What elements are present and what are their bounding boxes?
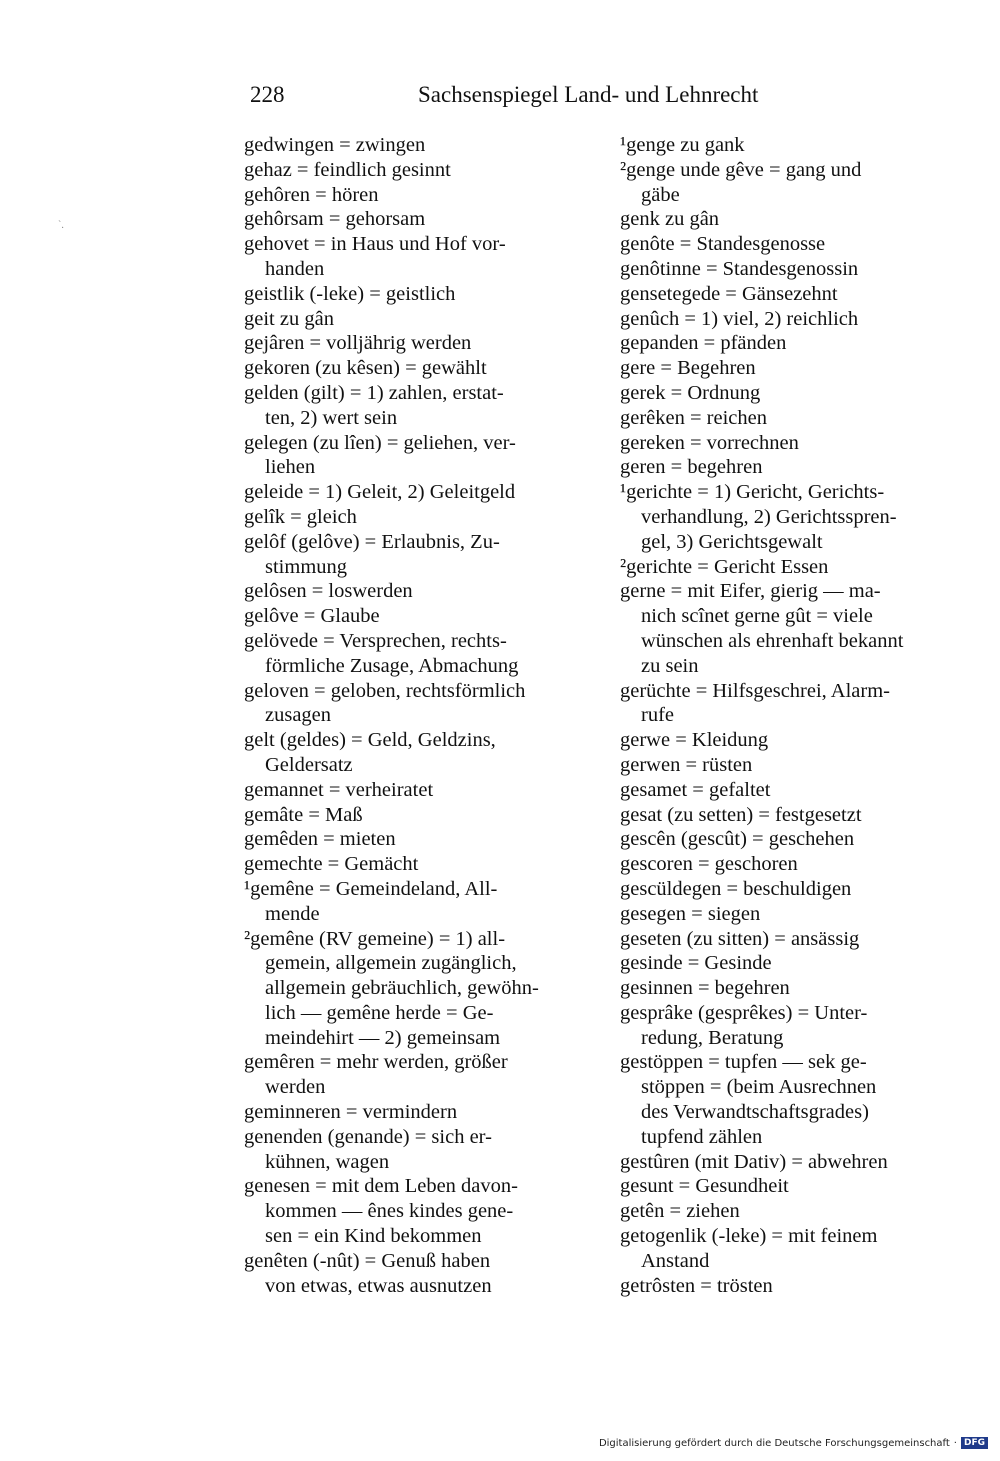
glossary-entry: gerüchte = Hilfsgeschrei, Alarm- rufe — [620, 679, 890, 727]
glossary-entry: gemêren = mehr werden, größer werden — [244, 1051, 508, 1099]
glossary-entry: gesunt = Gesundheit — [620, 1175, 789, 1198]
glossary-entry: ²gemêne (RV gemeine) = 1) all- gemein, allgemein zugänglich, allgemein gebräuchlich, gewöhn- lich — gemêne herde = Ge- meindehirt — 2) gemeinsam — [244, 927, 539, 1049]
digitization-footer: Digitalisierung gefördert durch die Deutsche Forschungsgemeinschaft · DFG — [599, 1437, 988, 1449]
glossary-entry: genûch = 1) viel, 2) reichlich — [620, 307, 859, 330]
glossary-entry: gerwen = rüsten — [620, 753, 753, 776]
footer-credit: Digitalisierung gefördert durch die Deutsche Forschungsgemeinschaft — [598, 1437, 950, 1449]
glossary-entry: gedwingen = zwingen — [244, 134, 426, 156]
glossary-entry: getên = ziehen — [620, 1200, 740, 1223]
glossary-entry: gemêden = mieten — [244, 828, 396, 851]
glossary-entry: geminneren = vermindern — [244, 1101, 458, 1124]
glossary-entry: gereken = vorrechnen — [620, 431, 799, 454]
glossary-entry: genêten (-nût) = Genuß haben von etwas, etwas ausnutzen — [244, 1249, 492, 1297]
glossary-entry: gehaz = feindlich gesinnt — [244, 158, 451, 181]
glossary-entry: gescên (gescût) = geschehen — [620, 828, 855, 851]
right-column — [620, 133, 938, 1298]
glossary-entry: gemechte = Gemächt — [244, 853, 419, 876]
glossary-entry: getogenlik (-leke) = mit feinem Anstand — [620, 1225, 878, 1272]
glossary-entry: gesprâke (gesprêkes) = Unter- redung, Beratung — [620, 1001, 868, 1049]
glossary-entry: gehôrsam = gehorsam — [244, 208, 426, 231]
glossary-entry: gescoren = geschoren — [620, 853, 798, 876]
glossary-entry: geistlik (-leke) = geistlich — [244, 282, 456, 305]
glossary-entry: getrôsten = trösten — [620, 1274, 773, 1297]
glossary-entry: gesegen = siegen — [620, 902, 761, 925]
glossary-entry: geseten (zu sitten) = ansässig — [620, 927, 860, 950]
glossary-entry: gerêken = reichen — [620, 406, 768, 429]
dfg-logo: DFG — [961, 1437, 988, 1449]
glossary-entry: gemâte = Maß — [244, 803, 363, 826]
glossary-entry: gelîk = gleich — [244, 505, 357, 528]
glossary-entry: ¹gemêne = Gemeindeland, All- mende — [244, 877, 498, 925]
glossary-entry: gestöppen = tupfen — sek ge- stöppen = (beim Ausrechnen des Verwandtschaftsgrades) tupfend zählen — [620, 1051, 877, 1148]
scan-artifact: `. — [58, 220, 64, 231]
glossary-entry: geit zu gân — [244, 307, 334, 330]
glossary-entry: gestûren (mit Dativ) = abwehren — [620, 1150, 888, 1173]
glossary-entry: ²genge unde gêve = gang und gäbe — [620, 158, 862, 206]
page-number: 228 — [250, 82, 285, 107]
glossary-entry: gerne = mit Eifer, gierig — ma- nich scînet gerne gût = viele wünschen als ehrenhaft bekannt zu sein — [620, 580, 904, 677]
glossary-entry: gelôsen = loswerden — [244, 580, 413, 603]
glossary-entry: gelden (gilt) = 1) zahlen, erstat- ten, 2) wert sein — [244, 381, 504, 429]
glossary-entry: gelôf (gelôve) = Erlaubnis, Zu- stimmung — [244, 530, 500, 578]
glossary-entry: gelegen (zu lîen) = geliehen, ver- liehen — [244, 431, 516, 479]
glossary-entry: gescüldegen = beschuldigen — [620, 877, 852, 900]
glossary-entry: gemannet = verheiratet — [244, 778, 434, 801]
glossary-entry: gensetegede = Gänsezehnt — [620, 282, 838, 305]
glossary-entry: genk zu gân — [620, 208, 720, 231]
glossary-entry: gelövede = Versprechen, rechts- förmliche Zusage, Abmachung — [244, 629, 519, 677]
glossary-entry: gesinnen = begehren — [620, 977, 790, 1000]
left-column — [244, 133, 562, 1298]
glossary-entry: gerek = Ordnung — [620, 381, 761, 404]
glossary-entry: ¹gerichte = 1) Gericht, Gerichts- verhandlung, 2) Gerichtsspren- gel, 3) Gerichtsgewalt — [620, 481, 897, 553]
glossary-entry: gesinde = Gesinde — [620, 952, 772, 975]
running-title: Sachsenspiegel Land- und Lehnrecht — [418, 82, 759, 107]
glossary-entry: geren = begehren — [620, 456, 763, 479]
glossary-entry: gehovet = in Haus und Hof vor- handen — [244, 233, 506, 280]
glossary-entry: geleide = 1) Geleit, 2) Geleitgeld — [244, 481, 516, 504]
glossary-entry: gesamet = gefaltet — [620, 778, 771, 801]
glossary-entry: gere = Begehren — [620, 357, 756, 380]
glossary-entry: gekoren (zu kêsen) = gewählt — [244, 357, 487, 380]
glossary-entry: gelôve = Glaube — [244, 605, 380, 628]
glossary-entry: genenden (genande) = sich er- kühnen, wagen — [244, 1125, 492, 1173]
glossary-entry: gepanden = pfänden — [620, 332, 787, 355]
glossary-entry: gesat (zu setten) = festgesetzt — [620, 803, 862, 826]
glossary-entry: geloven = geloben, rechtsförmlich zusagen — [244, 679, 526, 727]
glossary-entry: gelt (geldes) = Geld, Geldzins, Geldersatz — [244, 729, 496, 776]
glossary-entry: genesen = mit dem Leben davon- kommen — ênes kindes gene- sen = ein Kind bekommen — [244, 1175, 518, 1248]
glossary-entry: gejâren = volljährig werden — [244, 332, 472, 355]
glossary-entry: genôte = Standesgenosse — [620, 233, 826, 256]
glossary-entry: ²gerichte = Gericht Essen — [620, 555, 829, 578]
glossary-entry: gerwe = Kleidung — [620, 729, 769, 752]
glossary-entry: gehôren = hören — [244, 183, 379, 206]
glossary-entry: genôtinne = Standesgenossin — [620, 257, 859, 280]
glossary-entry: ¹genge zu gank — [620, 134, 745, 156]
